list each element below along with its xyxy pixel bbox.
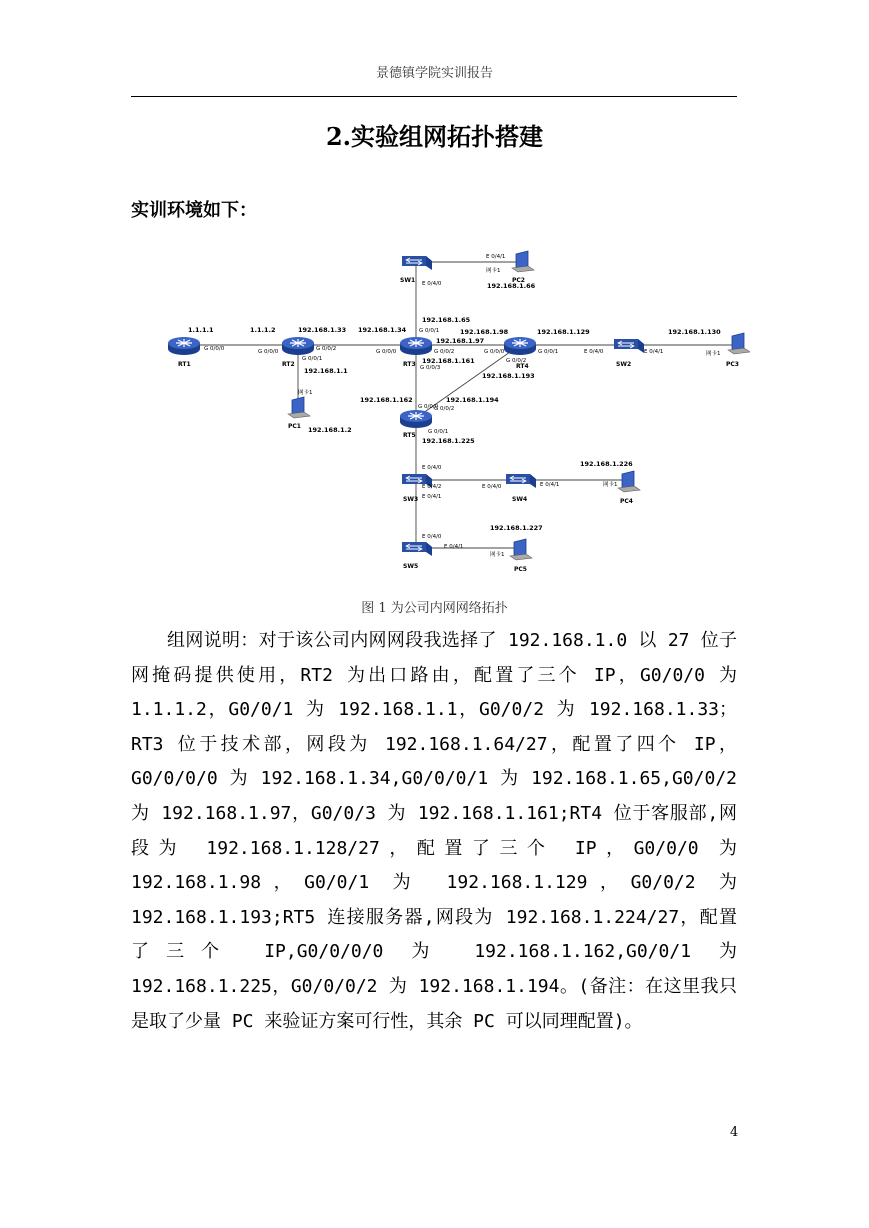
port-label: E 0/4/0 bbox=[422, 281, 442, 287]
label-pc3: PC3 bbox=[726, 361, 739, 368]
ip-rt5-g1: 192.168.1.225 bbox=[422, 437, 475, 445]
label-rt4: RT4 bbox=[516, 363, 529, 370]
label-rt1: RT1 bbox=[178, 361, 191, 368]
ip-rt5-g2: 192.168.1.194 bbox=[446, 396, 499, 404]
nic-label: 网卡1 bbox=[490, 552, 505, 558]
ip-rt3-g1: 192.168.1.65 bbox=[422, 316, 471, 324]
page-number: 4 bbox=[730, 1125, 739, 1140]
label-rt3: RT3 bbox=[403, 361, 416, 368]
port-label: G 0/0/2 bbox=[316, 346, 337, 352]
label-rt5: RT5 bbox=[403, 432, 416, 439]
ip-rt4-g2: 192.168.1.193 bbox=[482, 372, 535, 380]
port-label: E 0/4/1 bbox=[422, 494, 442, 500]
router-icon bbox=[504, 337, 536, 355]
ip-rt2-g0: 1.1.1.2 bbox=[250, 326, 276, 334]
description-body bbox=[131, 624, 737, 1039]
section-title: 2.实验组网拓扑搭建 bbox=[325, 122, 544, 151]
port-label: E 0/4/1 bbox=[444, 544, 464, 550]
port-label: E 0/4/2 bbox=[422, 484, 442, 490]
figure-caption: 图 1 为公司内网网络拓扑 bbox=[361, 601, 508, 616]
label-sw1: SW1 bbox=[400, 277, 416, 284]
router-icon bbox=[400, 337, 432, 355]
pc-icon bbox=[512, 251, 534, 272]
port-label: G 0/0/0 bbox=[204, 346, 225, 352]
ip-rt5-g0: 192.168.1.162 bbox=[360, 396, 413, 404]
pc-icon bbox=[288, 397, 310, 418]
ip-rt4-g0: 192.168.1.98 bbox=[460, 328, 509, 336]
ip-pc4: 192.168.1.226 bbox=[580, 460, 633, 468]
header-divider bbox=[131, 96, 737, 97]
port-label: G 0/0/0 bbox=[484, 349, 505, 355]
port-label: E 0/4/1 bbox=[540, 482, 560, 488]
environment-heading: 实训环境如下： bbox=[131, 200, 257, 221]
port-label: E 0/4/0 bbox=[422, 534, 442, 540]
port-label: G 0/0/3 bbox=[420, 365, 441, 371]
port-label: G 0/0/2 bbox=[434, 406, 455, 412]
label-pc2: PC2 bbox=[512, 277, 525, 284]
port-label: G 0/0/0 bbox=[258, 349, 279, 355]
router-icon bbox=[282, 337, 314, 355]
label-pc1: PC1 bbox=[288, 423, 301, 430]
port-label: E 0/4/0 bbox=[422, 465, 442, 471]
port-label: E 0/4/1 bbox=[486, 254, 506, 260]
label-pc5: PC5 bbox=[514, 566, 527, 573]
port-label: E 0/4/1 bbox=[644, 349, 664, 355]
ip-pc1: 192.168.1.2 bbox=[308, 426, 352, 434]
router-icon bbox=[168, 337, 200, 355]
page-header: 景德镇学院实训报告 bbox=[375, 66, 493, 81]
port-label: G 0/0/0 bbox=[376, 349, 397, 355]
port-label: G 0/0/1 bbox=[419, 328, 440, 334]
nic-label: 网卡1 bbox=[486, 268, 501, 274]
network-topology-diagram bbox=[160, 240, 750, 580]
pc-icon bbox=[510, 539, 532, 560]
ip-pc2: 192.168.1.66 bbox=[487, 282, 536, 290]
ip-rt1: 1.1.1.1 bbox=[188, 326, 214, 334]
ip-rt2-g1: 192.168.1.1 bbox=[304, 367, 348, 375]
port-label: G 0/0/1 bbox=[428, 429, 449, 435]
ip-rt3-g3: 192.168.1.161 bbox=[422, 357, 475, 365]
label-rt2: RT2 bbox=[282, 361, 295, 368]
switch-icon bbox=[614, 339, 644, 353]
ip-pc5: 192.168.1.227 bbox=[490, 524, 543, 532]
switch-icon bbox=[402, 542, 432, 556]
port-label: G 0/0/2 bbox=[434, 349, 455, 355]
port-label: E 0/4/0 bbox=[584, 349, 604, 355]
description-paragraph: 组网说明：对于该公司内网网段我选择了 192.168.1.0 以 27 位子网掩码提供使用，RT2 为出口路由，配置了三个 IP，G0/0/0 为 1.1.1.2，G0/0/1 为 192.168.1.1，G0/0/2 为 192.168.1.33；RT3 位于技术部，网段为 192.168.1.64/27，配置了四个 IP，G0/0/0/0 为 192.168.1.34,G0/0/0/1 为 192.168.1.65,G0/0/2 为 192.168.1.97，G0/0/3 为 192.168.1.161;RT4 位于客服部,网段为 192.168.1.128/27，配置了三个 IP，G0/0/0 为 192.168.1.98，G0/0/1 为 192.168.1.129，G0/0/2 为 192.168.1.193;RT5 连接服务器,网段为 192.168.1.224/27，配置了三个 IP,G0/0/0/0 为 192.168.1.162,G0/0/1 为 192.168.1.225，G0/0/0/2 为 192.168.1.194。(备注：在这里我只是取了少量 PC 来验证方案可行性，其余 PC 可以同理配置)。 bbox=[131, 630, 737, 1032]
port-label: G 0/0/1 bbox=[538, 349, 559, 355]
ip-rt4-g1: 192.168.1.129 bbox=[537, 328, 590, 336]
nic-label: 网卡1 bbox=[603, 482, 618, 488]
pc-icon bbox=[618, 471, 640, 492]
port-label: E 0/4/0 bbox=[482, 484, 502, 490]
label-pc4: PC4 bbox=[620, 498, 633, 505]
ip-rt3-g0: 192.168.1.34 bbox=[358, 326, 407, 334]
ip-rt2-g2: 192.168.1.33 bbox=[298, 326, 347, 334]
port-label: G 0/0/1 bbox=[302, 356, 323, 362]
port-label: G 0/0/0 bbox=[418, 404, 439, 410]
router-icon bbox=[400, 410, 432, 428]
switch-icon bbox=[402, 256, 432, 270]
label-sw2: SW2 bbox=[616, 361, 632, 368]
pc-icon bbox=[728, 333, 750, 354]
topology-links bbox=[184, 262, 735, 548]
nic-label: 网卡1 bbox=[706, 351, 721, 357]
label-sw3: SW3 bbox=[403, 496, 419, 503]
ip-pc3: 192.168.1.130 bbox=[668, 328, 721, 336]
nic-label: 网卡1 bbox=[298, 390, 313, 396]
port-label: G 0/0/2 bbox=[506, 358, 527, 364]
label-sw4: SW4 bbox=[512, 496, 528, 503]
ip-rt3-g2: 192.168.1.97 bbox=[436, 337, 485, 345]
label-sw5: SW5 bbox=[403, 563, 419, 570]
switch-icon bbox=[506, 474, 536, 488]
